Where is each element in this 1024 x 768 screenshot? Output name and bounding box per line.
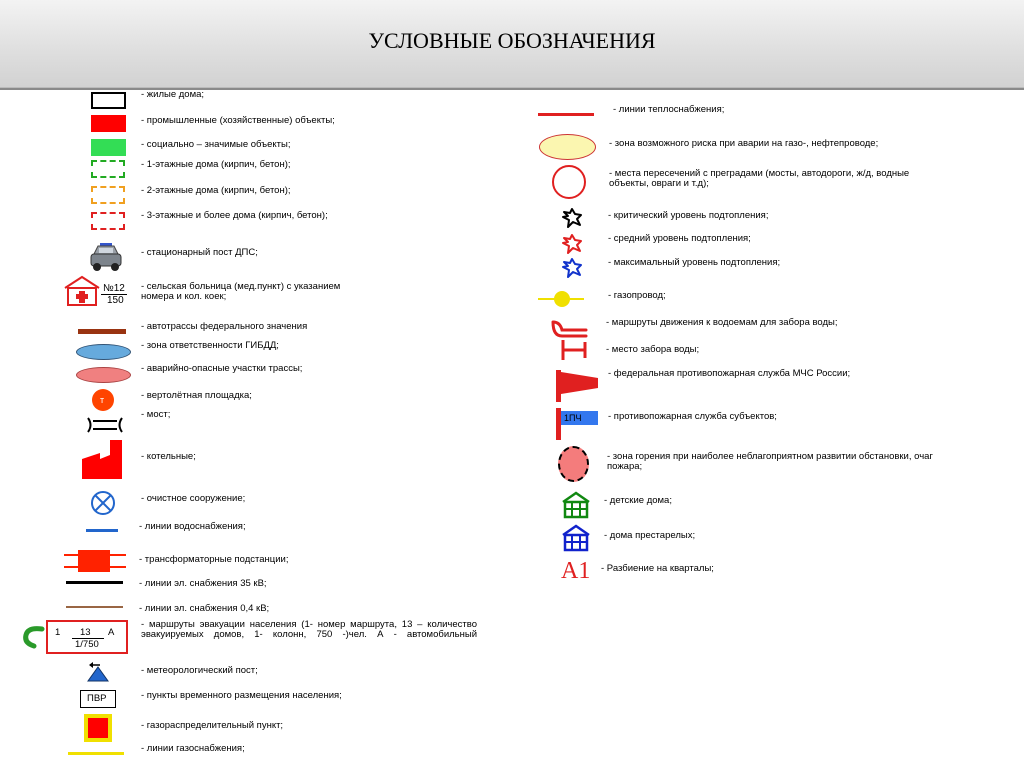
two-storey-house-symbol xyxy=(91,186,125,204)
federal-road-symbol xyxy=(78,329,126,334)
label-gibdd-zone: - зона ответственности ГИБДД; xyxy=(141,340,279,351)
label-max-flood: - максимальный уровень подтопления; xyxy=(608,257,781,268)
bridge-icon xyxy=(86,416,124,434)
label-dps-post: - стационарный пост ДПС; xyxy=(141,247,258,258)
label-accident-zone: - аварийно-опасные участки трассы; xyxy=(141,363,303,374)
one-storey-house-symbol xyxy=(91,160,125,178)
helipad-letter: т xyxy=(100,395,105,405)
label-power-04kv: - линии эл. снабжения 0,4 кВ; xyxy=(139,603,270,614)
label-hospital: - сельская больница (мед.пункт) с указанием номера и кол. коек; xyxy=(141,281,341,302)
label-gas-distribution: - газораспределительный пункт; xyxy=(141,720,284,731)
accident-zone-symbol xyxy=(76,367,131,383)
water-route-icon xyxy=(550,318,590,340)
water-intake-icon xyxy=(560,338,588,362)
industrial-object-symbol xyxy=(91,115,126,132)
label-critical-flood: - критический уровень подтопления; xyxy=(608,210,769,221)
hospital-number: №12 xyxy=(103,283,125,294)
weather-station-icon xyxy=(86,661,110,683)
gas-distribution-point-symbol xyxy=(84,714,112,742)
power-line-04kv-symbol xyxy=(66,606,123,608)
transformer-substation-icon xyxy=(64,548,126,574)
label-transformer: - трансформаторные подстанции; xyxy=(139,554,289,565)
label-industrial: - промышленные (хозяйственные) объекты; xyxy=(141,115,335,126)
water-line-symbol xyxy=(86,529,118,532)
label-elderly-home: - дома престарелых; xyxy=(604,530,696,541)
label-gas-pipeline: - газопровод; xyxy=(608,290,666,301)
label-evacuation-route: - маршруты эвакуации населения (1- номер маршрута, 13 – количество эвакуируемых домов, 1- колонн, 750 -)чел. А - автомобильный xyxy=(141,619,477,640)
label-pvr: - пункты временного размещения населения; xyxy=(141,690,342,701)
fire-zone-symbol xyxy=(558,446,589,482)
route-type: А xyxy=(108,627,115,638)
boiler-house-icon xyxy=(80,437,124,480)
label-fire-zone: - зона горения при наиболее неблагоприятном развитии обстановки, очаг пожара; xyxy=(607,451,933,472)
label-gas-line: - линии газоснабжения; xyxy=(141,743,245,754)
label-two-storey: - 2-этажные дома (кирпич, бетон); xyxy=(141,185,291,196)
label-helipad: - вертолётная площадка; xyxy=(141,390,252,401)
medium-flood-icon xyxy=(561,233,583,255)
hospital-beds: 150 xyxy=(107,295,124,306)
slide-header xyxy=(0,0,1024,88)
power-line-35kv-symbol xyxy=(66,581,123,584)
label-medium-flood: - средний уровень подтопления; xyxy=(608,233,751,244)
label-federal-fire-service: - федеральная противопожарная служба МЧС России; xyxy=(608,368,851,379)
crossing-point-symbol xyxy=(552,165,586,199)
label-water-routes: - маршруты движения к водоемам для забора воды; xyxy=(606,317,838,328)
label-sewage-treatment: - очистное сооружение; xyxy=(141,493,246,504)
max-flood-icon xyxy=(561,257,583,279)
gibdd-zone-symbol xyxy=(76,344,131,360)
label-weather-station: - метеорологический пост; xyxy=(141,665,258,676)
label-three-storey: - 3-этажные и более дома (кирпич, бетон); xyxy=(141,210,328,221)
pvr-label: ПВР xyxy=(87,693,107,704)
label-bridge: - мост; xyxy=(141,409,171,420)
label-social: - социально – значимые объекты; xyxy=(141,139,291,150)
label-regional-fire-service: - противопожарная служба субъектов; xyxy=(608,411,777,422)
label-water-line: - линии водоснабжения; xyxy=(139,521,246,532)
gas-line-symbol xyxy=(68,752,124,755)
label-heat-line: - линии теплоснабжения; xyxy=(613,104,725,115)
children-home-icon xyxy=(561,491,591,519)
label-power-35kv: - линии эл. снабжения 35 кВ; xyxy=(139,578,267,589)
evacuation-route-icon xyxy=(20,625,46,649)
label-gas-risk-zone: - зона возможного риска при аварии на газо-, нефтепроводе; xyxy=(609,138,879,149)
gas-risk-zone-symbol xyxy=(539,134,596,160)
label-boiler-house: - котельные; xyxy=(141,451,196,462)
elderly-home-icon xyxy=(561,524,591,552)
fire-unit-label: 1ПЧ xyxy=(564,413,582,423)
three-storey-house-symbol xyxy=(91,212,125,230)
label-crossing-points: - места пересечений с преградами (мосты, автодороги, ж/д, водные объекты, овраги и т.д); xyxy=(609,168,910,189)
label-one-storey: - 1-этажные дома (кирпич, бетон); xyxy=(141,159,291,170)
label-children-home: - детские дома; xyxy=(604,495,672,506)
route-houses: 13 xyxy=(80,627,91,638)
hospital-icon xyxy=(63,275,101,307)
label-federal-road: - автотрассы федерального значения xyxy=(141,321,308,332)
label-water-intake: - место забора воды; xyxy=(606,344,700,355)
police-car-icon xyxy=(88,242,124,274)
critical-flood-icon xyxy=(561,207,583,229)
heat-line-symbol xyxy=(538,113,594,116)
sewage-treatment-icon xyxy=(90,490,116,516)
quarter-code: А1 xyxy=(561,558,591,584)
residential-house-symbol xyxy=(91,92,126,109)
label-quarters: - Разбиение на кварталы; xyxy=(601,563,714,574)
social-object-symbol xyxy=(91,139,126,156)
route-people: 1/750 xyxy=(75,639,99,650)
gas-pipeline-icon xyxy=(538,289,584,309)
page-title: УСЛОВНЫЕ ОБОЗНАЧЕНИЯ xyxy=(368,28,656,53)
federal-fire-service-icon xyxy=(556,370,600,402)
label-residential: - жилые дома; xyxy=(141,89,205,100)
route-number: 1 xyxy=(55,627,61,638)
